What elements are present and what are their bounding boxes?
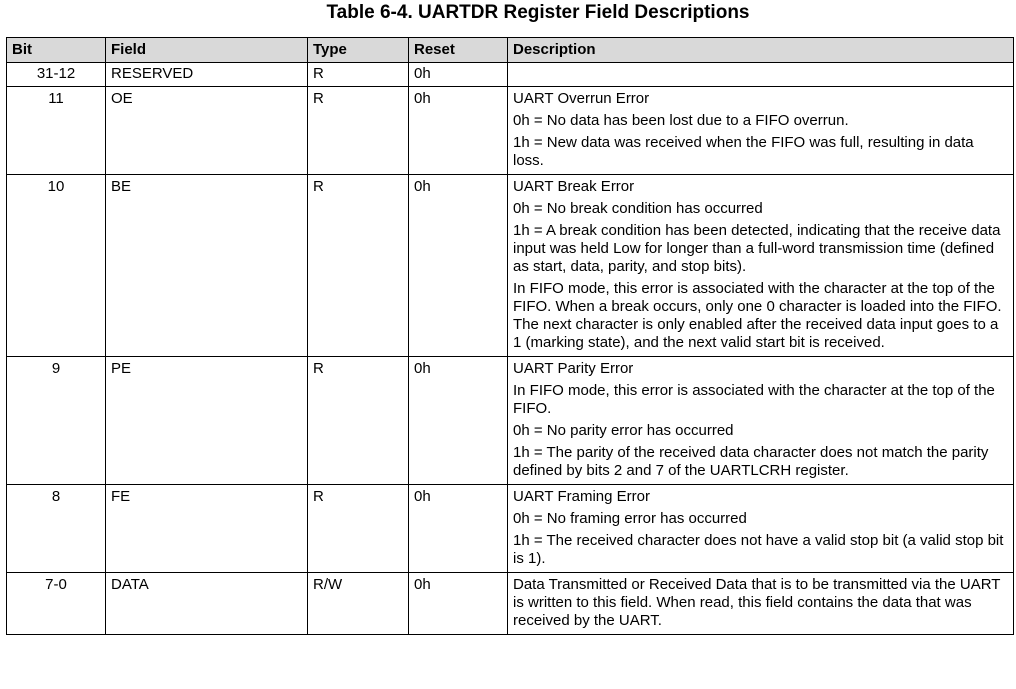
table-row	[7, 87, 1014, 175]
table-header-row	[7, 38, 1014, 63]
description-paragraph: 1h = New data was received when the FIFO was full, resulting in data loss.	[513, 134, 974, 169]
description-paragraph: 0h = No data has been lost due to a FIFO overrun.	[513, 112, 849, 129]
type-cell: R	[308, 63, 409, 87]
field-cell: PE	[106, 357, 308, 485]
description-paragraph: UART Parity Error	[513, 360, 634, 377]
bit-cell: 10	[7, 175, 106, 357]
reset-cell: 0h	[409, 63, 508, 87]
bit-cell: 8	[7, 485, 106, 573]
description-paragraph: 1h = The parity of the received data character does not match the parity defined by bits 2 and 7 of the UARTLCRH register.	[513, 444, 989, 479]
description-cell	[508, 175, 1014, 357]
description-paragraph: 0h = No break condition has occurred	[513, 200, 763, 217]
bit-cell: 31-12	[7, 63, 106, 87]
description-cell	[508, 573, 1014, 635]
table-row	[7, 573, 1014, 635]
description-paragraph: 0h = No parity error has occurred	[513, 422, 734, 439]
field-cell: RESERVED	[106, 63, 308, 87]
table-row	[7, 485, 1014, 573]
field-cell: OE	[106, 87, 308, 175]
field-cell: BE	[106, 175, 308, 357]
description-paragraph: 0h = No framing error has occurred	[513, 510, 747, 527]
type-cell: R	[308, 175, 409, 357]
reset-cell: 0h	[409, 175, 508, 357]
bit-cell: 7-0	[7, 573, 106, 635]
header-reset: Reset	[409, 38, 508, 63]
header-bit: Bit	[7, 38, 106, 63]
description-paragraph: In FIFO mode, this error is associated with the character at the top of the FIFO.	[513, 382, 995, 417]
reset-cell: 0h	[409, 573, 508, 635]
header-description: Description	[508, 38, 1014, 63]
description-paragraph: UART Overrun Error	[513, 90, 650, 107]
type-cell: R/W	[308, 573, 409, 635]
description-cell	[508, 357, 1014, 485]
header-type: Type	[308, 38, 409, 63]
description-cell	[508, 63, 1014, 87]
table-row	[7, 63, 1014, 87]
description-paragraph: UART Break Error	[513, 178, 635, 195]
description-cell	[508, 87, 1014, 175]
reset-cell: 0h	[409, 485, 508, 573]
field-cell: DATA	[106, 573, 308, 635]
table-row	[7, 175, 1014, 357]
description-paragraph: UART Framing Error	[513, 488, 650, 505]
reset-cell: 0h	[409, 87, 508, 175]
description-paragraph: In FIFO mode, this error is associated with the character at the top of the FIFO. When a break occurs, only one 0 character is loaded into the FIFO. The next character is only enabled after the received data input goes to a 1 (marking state), and the next valid start bit is received.	[513, 280, 1002, 351]
field-cell: FE	[106, 485, 308, 573]
type-cell: R	[308, 357, 409, 485]
table-row	[7, 357, 1014, 485]
header-field: Field	[106, 38, 308, 63]
table-caption: Table 6-4. UARTDR Register Field Descriptions	[326, 2, 750, 23]
description-paragraph: 1h = A break condition has been detected, indicating that the receive data input was held Low for longer than a full-word transmission time (defined as start, data, parity, and stop bits).	[513, 222, 1001, 275]
reset-cell: 0h	[409, 357, 508, 485]
description-cell	[508, 485, 1014, 573]
register-field-table	[6, 37, 1014, 635]
description-paragraph: Data Transmitted or Received Data that is to be transmitted via the UART is written to this field. When read, this field contains the data that was received by the UART.	[513, 576, 1001, 629]
type-cell: R	[308, 485, 409, 573]
bit-cell: 9	[7, 357, 106, 485]
bit-cell: 11	[7, 87, 106, 175]
type-cell: R	[308, 87, 409, 175]
description-paragraph: 1h = The received character does not have a valid stop bit (a valid stop bit is 1).	[513, 532, 1004, 567]
